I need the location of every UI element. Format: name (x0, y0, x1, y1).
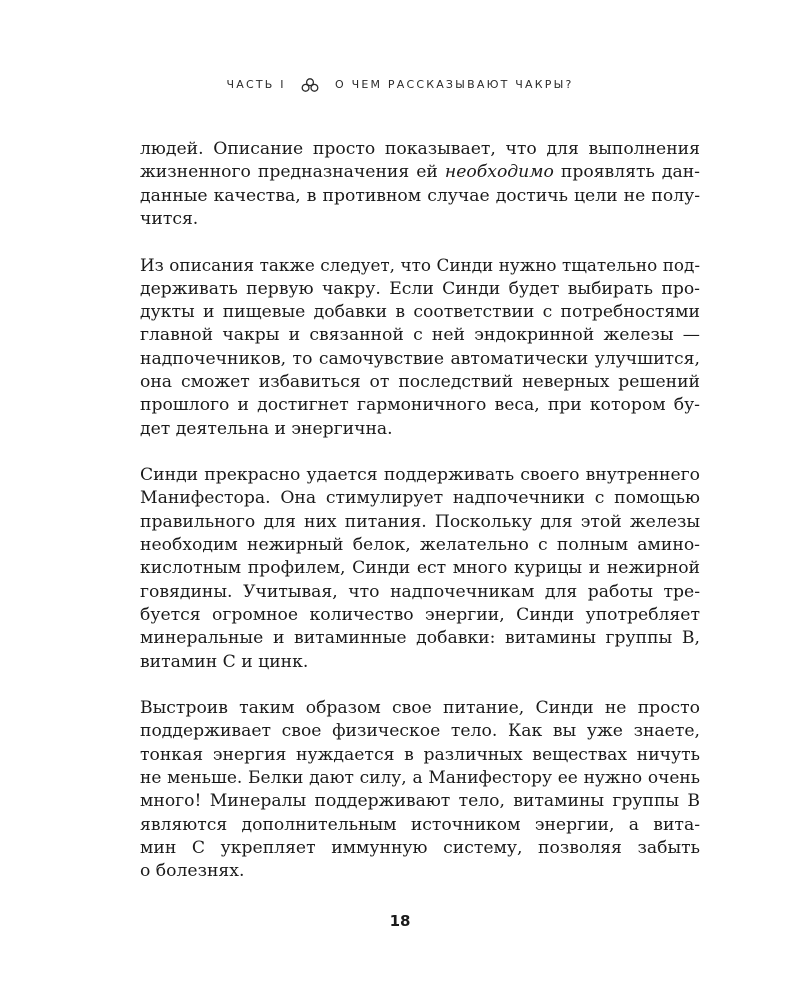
text-line: мин C укрепляет иммунную систему, позволяя забыть (140, 837, 700, 858)
text-line: Синди прекрасно удается поддерживать своего внутреннего (140, 465, 700, 486)
paragraph-1 (140, 138, 700, 231)
running-head (0, 78, 800, 92)
text-line: людей. Описание просто показывает, что для выполнения (140, 139, 700, 159)
text-line: данные качества, в противном случае достичь цели не полу- (140, 185, 700, 206)
text-segment: проявлять дан- (553, 162, 700, 183)
text-line: правильного для них питания. Поскольку для этой железы (140, 511, 700, 532)
text-line: тонкая энергия нуждается в различных веществах ничуть (140, 744, 700, 765)
text-line: дукты и пищевые добавки в соответствии с потребностями (140, 302, 700, 323)
text-line: чится. (140, 208, 199, 229)
page-number: 18 (389, 912, 411, 930)
text-segment: жизненного предназначения ей (140, 162, 445, 183)
text-line: кислотным профилем, Синди ест много курицы и нежирной (140, 558, 700, 579)
text-line: являются дополнительным источником энергии, а вита- (140, 814, 700, 835)
text-line: она сможет избавиться от последствий неверных решений (140, 371, 700, 392)
text-line (140, 161, 700, 184)
text-line: Манифестора. Она стимулирует надпочечники с помощью (140, 488, 700, 509)
paragraph-3 (140, 464, 700, 674)
text-line: держивать первую чакру. Если Синди будет выбирать про- (140, 278, 700, 299)
text-line: поддерживает свое физическое тело. Как вы уже знаете, (140, 721, 700, 742)
text-line: Выстроив таким образом свое питание, Синди не просто (140, 698, 700, 719)
text-line: необходим нежирный белок, желательно с полным амино- (140, 535, 700, 556)
text-line: говядины. Учитывая, что надпочечникам для работы тре- (140, 581, 700, 602)
text-line: о болезнях. (140, 861, 245, 882)
chapter-title: О ЧЕМ РАССКАЗЫВАЮТ ЧАКРЫ? (335, 78, 574, 91)
paragraph-2 (140, 254, 700, 440)
text-line: не меньше. Белки дают силу, а Манифестору ее нужно очень (140, 768, 700, 789)
text-line: Из описания также следует, что Синди нужно тщательно под- (140, 255, 700, 276)
body-text (140, 138, 700, 907)
paragraph-4 (140, 697, 700, 883)
emphasized-word: необходимо (444, 162, 554, 183)
triple-circle-ornament-icon (301, 78, 319, 92)
text-line: витамин C и цинк. (140, 651, 309, 672)
text-line: дет деятельна и энергична. (140, 418, 393, 439)
text-line: много! Минералы поддерживают тело, витамины группы B (140, 791, 700, 812)
text-line: буется огромное количество энергии, Синди употребляет (140, 604, 700, 625)
text-line: минеральные и витаминные добавки: витамины группы B, (140, 628, 700, 649)
text-line: главной чакры и связанной с ней эндокринной железы — (140, 325, 700, 346)
part-label: ЧАСТЬ I (226, 78, 286, 91)
text-line: надпочечников, то самочувствие автоматически улучшится, (140, 348, 700, 369)
text-line: прошлого и достигнет гармоничного веса, при котором бу- (140, 395, 700, 416)
